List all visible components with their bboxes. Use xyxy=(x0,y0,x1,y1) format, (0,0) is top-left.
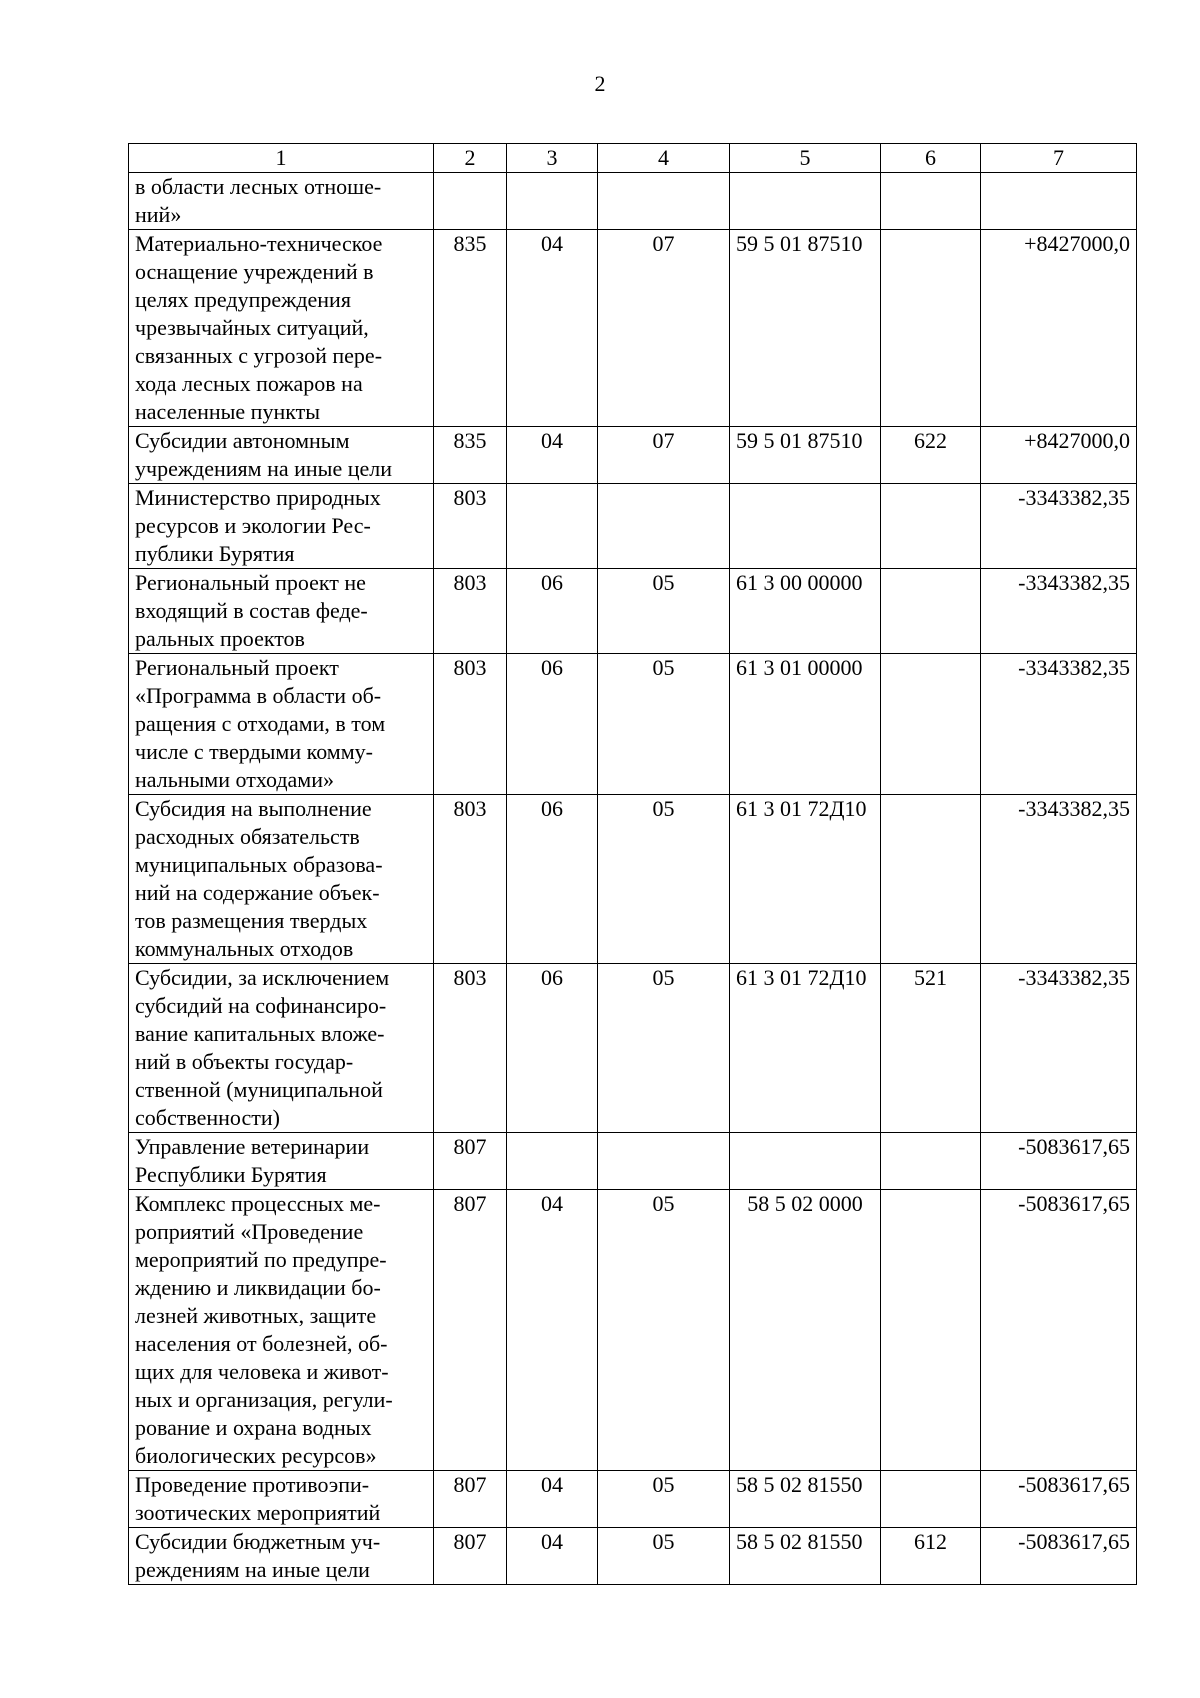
code-ministry-cell: 803 xyxy=(434,795,507,964)
code-section-cell: 06 xyxy=(507,964,598,1133)
item-name-line: связанных с угрозой пере- xyxy=(135,343,383,368)
item-name-line: расходных обязательств xyxy=(135,824,360,849)
item-name-line: ральных проектов xyxy=(135,626,305,651)
item-name-cell xyxy=(129,1471,434,1528)
table-row xyxy=(129,1528,1137,1585)
item-name-line: ресурсов и экологии Рес- xyxy=(135,513,371,538)
item-name-cell xyxy=(129,795,434,964)
item-name-line: биологических ресурсов» xyxy=(135,1443,377,1468)
code-section-cell: 04 xyxy=(507,427,598,484)
item-name-line: Региональный проект xyxy=(135,655,339,680)
code-target-cell: 59 5 01 87510 xyxy=(730,427,881,484)
item-name-line: ний» xyxy=(135,202,182,227)
header-row xyxy=(129,144,1137,173)
code-section-cell xyxy=(507,484,598,569)
amount-cell: -3343382,35 xyxy=(981,795,1137,964)
item-name-line: нальными отходами» xyxy=(135,767,334,792)
amount-cell: -5083617,65 xyxy=(981,1190,1137,1471)
code-target-cell: 61 3 01 00000 xyxy=(730,654,881,795)
item-name-line: населенные пункты xyxy=(135,399,321,424)
code-section-cell: 04 xyxy=(507,1528,598,1585)
code-section-cell: 04 xyxy=(507,1471,598,1528)
item-name-line: коммунальных отходов xyxy=(135,936,354,961)
amount-cell: -3343382,35 xyxy=(981,654,1137,795)
item-name-line: Субсидии автономным xyxy=(135,428,350,453)
code-ministry-cell: 803 xyxy=(434,964,507,1133)
table-row xyxy=(129,230,1137,427)
code-target-cell: 61 3 00 00000 xyxy=(730,569,881,654)
table-row xyxy=(129,427,1137,484)
table-row xyxy=(129,1190,1137,1471)
code-subsection-cell: 05 xyxy=(598,964,730,1133)
item-name-line: ний в объекты государ- xyxy=(135,1049,354,1074)
code-expense-type-cell: 622 xyxy=(881,427,981,484)
code-expense-type-cell xyxy=(881,569,981,654)
item-name-cell xyxy=(129,1190,434,1471)
code-subsection-cell xyxy=(598,484,730,569)
code-section-cell: 04 xyxy=(507,1190,598,1471)
item-name-line: мероприятий по предупре- xyxy=(135,1247,387,1272)
table-row xyxy=(129,964,1137,1133)
item-name-line: щих для человека и живот- xyxy=(135,1359,389,1384)
item-name-line: учреждениям на иные цели xyxy=(135,456,392,481)
item-name-line: Управление ветеринарии xyxy=(135,1134,370,1159)
amount-cell: -5083617,65 xyxy=(981,1471,1137,1528)
item-name-cell xyxy=(129,1133,434,1190)
code-section-cell: 06 xyxy=(507,569,598,654)
table-row xyxy=(129,173,1137,230)
item-name-line: тов размещения твердых xyxy=(135,908,368,933)
amount-cell: +8427000,0 xyxy=(981,230,1137,427)
code-subsection-cell: 05 xyxy=(598,1471,730,1528)
item-name-cell xyxy=(129,654,434,795)
column-header: 1 xyxy=(129,144,434,173)
item-name-line: Региональный проект не xyxy=(135,570,366,595)
item-name-line: ний на содержание объек- xyxy=(135,880,380,905)
item-name-cell xyxy=(129,569,434,654)
item-name-cell xyxy=(129,173,434,230)
code-target-cell: 61 3 01 72Д10 xyxy=(730,795,881,964)
table-row xyxy=(129,795,1137,964)
page-number: 2 xyxy=(594,71,606,96)
amount-cell: -5083617,65 xyxy=(981,1133,1137,1190)
item-name-line: публики Бурятия xyxy=(135,541,295,566)
code-ministry-cell: 807 xyxy=(434,1133,507,1190)
code-section-cell: 06 xyxy=(507,654,598,795)
code-ministry-cell: 835 xyxy=(434,427,507,484)
code-ministry-cell: 835 xyxy=(434,230,507,427)
item-name-line: ственной (муниципальной xyxy=(135,1077,383,1102)
item-name-cell xyxy=(129,484,434,569)
item-name-cell xyxy=(129,1528,434,1585)
item-name-line: ных и организация, регули- xyxy=(135,1387,393,1412)
code-section-cell: 04 xyxy=(507,230,598,427)
code-subsection-cell: 05 xyxy=(598,795,730,964)
column-header: 3 xyxy=(507,144,598,173)
code-target-cell xyxy=(730,484,881,569)
item-name-line: вание капитальных вложе- xyxy=(135,1021,385,1046)
code-ministry-cell: 803 xyxy=(434,569,507,654)
item-name-line: оснащение учреждений в xyxy=(135,259,374,284)
code-subsection-cell: 05 xyxy=(598,1190,730,1471)
table-row xyxy=(129,1471,1137,1528)
item-name-line: ждению и ликвидации бо- xyxy=(135,1275,381,1300)
code-expense-type-cell xyxy=(881,173,981,230)
code-target-cell: 59 5 01 87510 xyxy=(730,230,881,427)
table-body xyxy=(129,173,1137,1585)
item-name-line: Проведение противоэпи- xyxy=(135,1472,370,1497)
table-header xyxy=(129,144,1137,173)
table-row xyxy=(129,569,1137,654)
code-section-cell xyxy=(507,173,598,230)
code-section-cell: 06 xyxy=(507,795,598,964)
code-subsection-cell: 07 xyxy=(598,427,730,484)
code-target-cell: 58 5 02 81550 xyxy=(730,1471,881,1528)
item-name-line: субсидий на софинансиро- xyxy=(135,993,387,1018)
item-name-line: населения от болезней, об- xyxy=(135,1331,388,1356)
column-header: 4 xyxy=(598,144,730,173)
table-row xyxy=(129,654,1137,795)
item-name-line: «Программа в области об- xyxy=(135,683,382,708)
item-name-line: собственности) xyxy=(135,1105,280,1130)
code-expense-type-cell xyxy=(881,230,981,427)
item-name-line: целях предупреждения xyxy=(135,287,351,312)
code-ministry-cell: 807 xyxy=(434,1190,507,1471)
column-header: 7 xyxy=(981,144,1137,173)
code-ministry-cell: 803 xyxy=(434,654,507,795)
code-target-cell xyxy=(730,1133,881,1190)
amount-cell: -3343382,35 xyxy=(981,569,1137,654)
item-name-line: муниципальных образова- xyxy=(135,852,383,877)
table-row xyxy=(129,484,1137,569)
table-row xyxy=(129,1133,1137,1190)
item-name-cell xyxy=(129,230,434,427)
code-expense-type-cell xyxy=(881,654,981,795)
code-subsection-cell: 05 xyxy=(598,654,730,795)
item-name-line: входящий в состав феде- xyxy=(135,598,368,623)
code-subsection-cell xyxy=(598,1133,730,1190)
column-header: 5 xyxy=(730,144,881,173)
code-expense-type-cell: 521 xyxy=(881,964,981,1133)
item-name-line: Субсидия на выполнение xyxy=(135,796,372,821)
item-name-line: Республики Бурятия xyxy=(135,1162,327,1187)
code-expense-type-cell xyxy=(881,1133,981,1190)
code-expense-type-cell xyxy=(881,1471,981,1528)
item-name-line: в области лесных отноше- xyxy=(135,174,382,199)
code-subsection-cell: 05 xyxy=(598,569,730,654)
code-ministry-cell: 803 xyxy=(434,484,507,569)
item-name-line: Материально-техническое xyxy=(135,231,383,256)
code-section-cell xyxy=(507,1133,598,1190)
item-name-line: Министерство природных xyxy=(135,485,381,510)
code-expense-type-cell xyxy=(881,484,981,569)
item-name-line: Субсидии бюджетным уч- xyxy=(135,1529,381,1554)
amount-cell: -3343382,35 xyxy=(981,484,1137,569)
code-target-cell: 61 3 01 72Д10 xyxy=(730,964,881,1133)
code-ministry-cell: 807 xyxy=(434,1528,507,1585)
item-name-line: хода лесных пожаров на xyxy=(135,371,363,396)
code-expense-type-cell: 612 xyxy=(881,1528,981,1585)
amount-cell: +8427000,0 xyxy=(981,427,1137,484)
item-name-line: чрезвычайных ситуаций, xyxy=(135,315,369,340)
column-header: 2 xyxy=(434,144,507,173)
code-subsection-cell xyxy=(598,173,730,230)
item-name-line: числе с твердыми комму- xyxy=(135,739,373,764)
item-name-line: роприятий «Проведение xyxy=(135,1219,364,1244)
amount-cell: -5083617,65 xyxy=(981,1528,1137,1585)
code-ministry-cell xyxy=(434,173,507,230)
code-expense-type-cell xyxy=(881,795,981,964)
code-expense-type-cell xyxy=(881,1190,981,1471)
item-name-line: зоотических мероприятий xyxy=(135,1500,381,1525)
item-name-line: лезней животных, защите xyxy=(135,1303,377,1328)
budget-table xyxy=(128,143,1137,1585)
code-target-cell xyxy=(730,173,881,230)
code-subsection-cell: 05 xyxy=(598,1528,730,1585)
code-target-cell: 58 5 02 0000 xyxy=(730,1190,881,1471)
item-name-line: Субсидии, за исключением xyxy=(135,965,390,990)
code-subsection-cell: 07 xyxy=(598,230,730,427)
column-header: 6 xyxy=(881,144,981,173)
item-name-line: ращения с отходами, в том xyxy=(135,711,386,736)
item-name-line: реждениям на иные цели xyxy=(135,1557,370,1582)
item-name-cell xyxy=(129,427,434,484)
item-name-cell xyxy=(129,964,434,1133)
item-name-line: Комплекс процессных ме- xyxy=(135,1191,381,1216)
amount-cell: -3343382,35 xyxy=(981,964,1137,1133)
amount-cell xyxy=(981,173,1137,230)
code-ministry-cell: 807 xyxy=(434,1471,507,1528)
item-name-line: рование и охрана водных xyxy=(135,1415,372,1440)
code-target-cell: 58 5 02 81550 xyxy=(730,1528,881,1585)
